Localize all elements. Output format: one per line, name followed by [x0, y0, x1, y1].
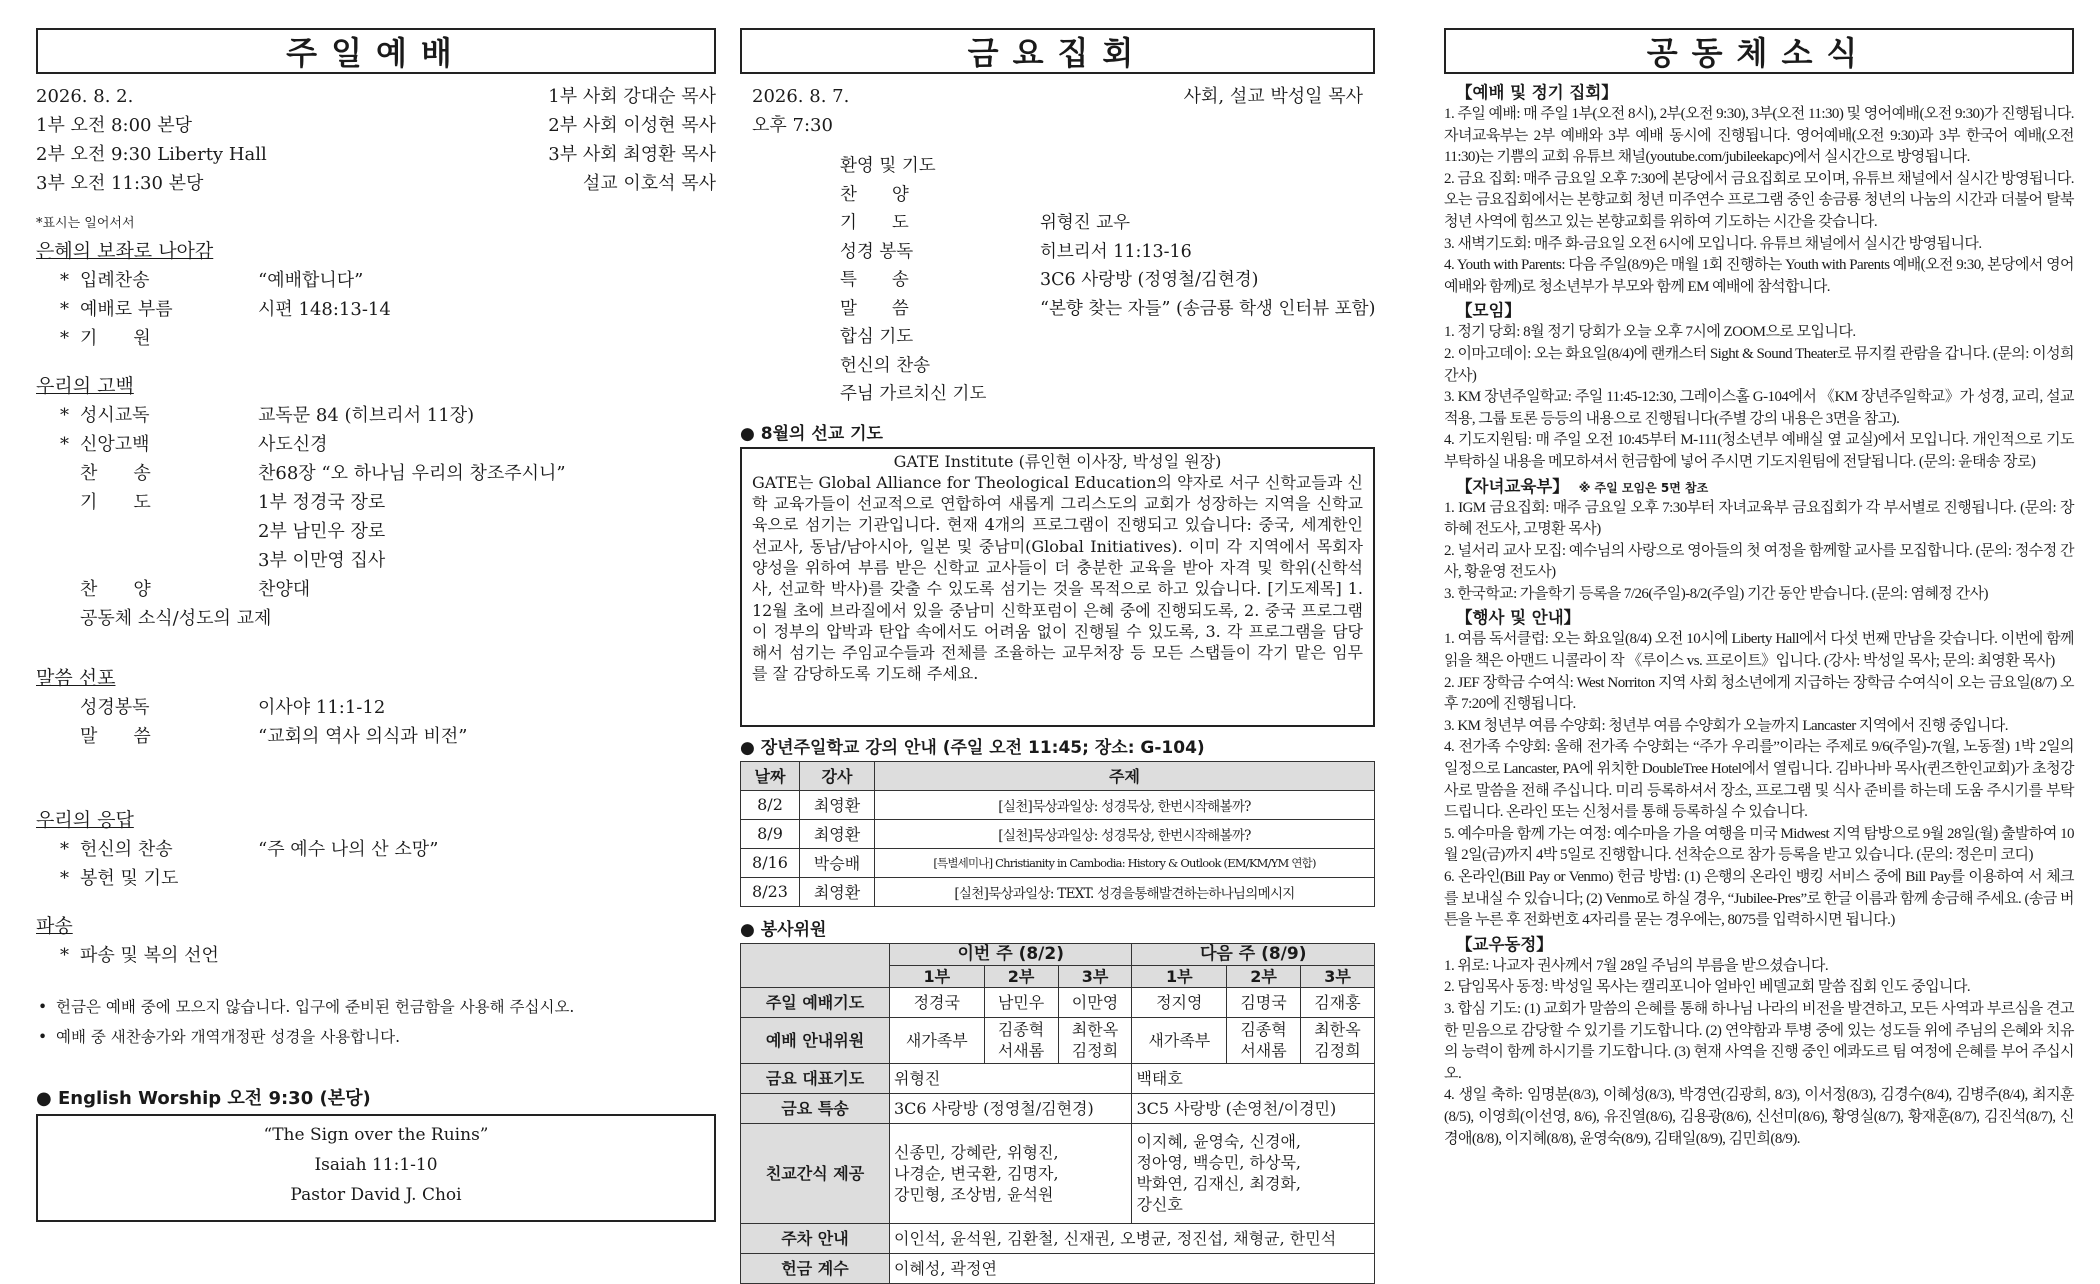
order-item — [36, 546, 716, 575]
order-item-value: 찬양대 — [258, 579, 311, 600]
order-item — [36, 693, 716, 722]
servant-cell: 3C6 사랑방 (정영철/김현경) — [890, 1093, 1132, 1123]
news-item: 2. 널서리 교사 모집: 예수님의 사랑으로 영아들의 첫 여정을 함께할 교사를 모집합니다. (문의: 정수정 간사, 황윤영 전도사) — [1444, 542, 2074, 581]
lecture-speaker: 최영환 — [800, 819, 875, 848]
news-heading-text: 【예배 및 정기 집회】 — [1456, 83, 1618, 102]
order-item — [36, 401, 716, 430]
servant-cell: 남민우 — [984, 987, 1058, 1017]
order-item-name: 말 씀 — [80, 726, 151, 747]
order-item-value: 위형진 교우 — [1040, 213, 1131, 233]
english-sermon-title: “The Sign over the Ruins” — [263, 1125, 489, 1145]
news-item: 3. 한국학교: 가을학기 등록을 7/26(주일)-8/2(주일) 기간 동안 받습니다. (문의: 염혜정 간사) — [1444, 585, 1988, 602]
section-title: 말씀 선포 — [36, 667, 116, 689]
lecture-topic: [실천]묵상과일상: 성경묵상, 한번시작해볼까? — [875, 790, 1375, 819]
order-item-name: 성시교독 — [80, 405, 150, 426]
order-item — [36, 295, 716, 324]
order-item-name: 주님 가르치신 기도 — [840, 384, 987, 404]
servant-cell: 김명국 — [1227, 987, 1301, 1017]
servant-cell: 이지혜, 윤영숙, 신경애, 정아영, 백승민, 하상묵, 박화연, 김재신, 최경화, 강신호 — [1132, 1123, 1375, 1223]
service-time: 1부 오전 8:00 본당 — [36, 115, 192, 136]
row-label: 주차 안내 — [741, 1223, 890, 1253]
section-title: 우리의 고백 — [36, 375, 134, 397]
order-item — [36, 266, 716, 295]
news-item: 3. 새벽기도회: 매주 화-금요일 오전 6시에 모입니다. 유튜브 채널에서 실시간 방영됩니다. — [1444, 235, 1982, 252]
servant-cell: 이만영 — [1058, 987, 1132, 1017]
order-item-name: 말 씀 — [840, 298, 909, 319]
lecture-topic: [특별세미나] Christianity in Cambodia: History & Outlook (EM/KM/YM 연합) — [875, 848, 1375, 877]
order-item-value: “교회의 역사 의식과 비전” — [258, 726, 468, 747]
row-label: 금요 대표기도 — [741, 1063, 890, 1093]
order-item-name: 파송 및 복의 선언 — [80, 945, 219, 966]
news-column — [1444, 28, 2074, 1150]
order-item-value: 2부 남민우 장로 — [258, 521, 386, 542]
standing-note: *표시는 일어서서 — [36, 216, 135, 231]
english-worship-box — [36, 1114, 716, 1222]
column-header: 날짜 — [741, 761, 800, 790]
lecture-topic: [실천]묵상과일상: TEXT. 성경을통해발견하는하나님의메시지 — [875, 877, 1375, 906]
order-item-name: 신앙고백 — [80, 434, 150, 455]
news-item: 4. 기도지원팀: 매 주일 오전 10:45부터 M-111(청소년부 예배실 옆 교실)에서 모입니다. 개인적으로 기도 부탁하실 내용을 메모하셔서 헌금함에 넣어 주시면 기도지원팀에 전달됩니다. (문의: 윤태송 장로) — [1444, 432, 2074, 470]
news-item: 3. KM 청년부 여름 수양회: 청년부 여름 수양회가 오늘까지 Lancaster 지역에서 진행 중입니다. — [1444, 717, 2008, 734]
standing-mark: * — [60, 434, 69, 455]
order-item-name: 찬 양 — [840, 184, 909, 205]
sunday-title: 주일예배 — [36, 28, 716, 74]
section-title: 파송 — [36, 915, 73, 937]
table-row — [741, 987, 1375, 1017]
lecture-date: 8/2 — [741, 790, 800, 819]
order-item-name: 입례찬송 — [80, 270, 150, 291]
servant-cell: 최한옥 김정희 — [1058, 1017, 1132, 1063]
friday-date: 2026. 8. 7. — [752, 86, 850, 107]
order-item — [36, 604, 716, 633]
section-title: 우리의 응답 — [36, 809, 134, 831]
order-item — [36, 722, 716, 751]
servant-cell: 김재홍 — [1300, 987, 1374, 1017]
part-header: 3부 — [1300, 965, 1374, 987]
news-section-heading — [1444, 81, 2074, 104]
table-row — [741, 1223, 1375, 1253]
servant-cell: 이인석, 윤석원, 김환철, 신재권, 오병균, 정진섭, 채형균, 한민석 — [890, 1223, 1375, 1253]
lecture-table — [740, 761, 1375, 907]
lecture-topic: [실천]묵상과일상: 성경묵상, 한번시작해볼까? — [875, 819, 1375, 848]
order-item-value: “예배합니다” — [258, 270, 364, 291]
lecture-speaker: 최영환 — [800, 790, 875, 819]
mission-subtitle: GATE Institute (류인현 이사장, 박성일 원장) — [893, 451, 1222, 471]
order-item-value: 히브리서 11:13-16 — [1040, 241, 1192, 262]
order-item — [740, 181, 1375, 210]
servant-cell: 김종혁 서새롬 — [984, 1017, 1058, 1063]
servant-cell: 새가족부 — [890, 1017, 985, 1063]
service-time: 2부 오전 9:30 Liberty Hall — [36, 144, 267, 165]
sunday-date: 2026. 8. 2. — [36, 86, 134, 107]
english-worship-header: ● English Worship 오전 9:30 (본당) — [36, 1088, 371, 1109]
lecture-speaker: 최영환 — [800, 877, 875, 906]
news-section-heading — [1444, 475, 2074, 498]
friday-leader: 사회, 설교 박성일 목사 — [1183, 86, 1363, 107]
lecture-date: 8/16 — [741, 848, 800, 877]
news-item: 1. 여름 독서클럽: 오는 화요일(8/4) 오전 10시에 Liberty Hall에서 다섯 번째 만남을 갖습니다. 이번에 함께 읽을 책은 아맨드 니콜라이 작 《루이스 vs. 프로이트》입니다. (강사: 박성일 목사; 문의: 최영환 목사) — [1444, 631, 2074, 670]
section-title: 은혜의 보좌로 나아감 — [36, 240, 214, 262]
order-of-worship — [36, 236, 716, 970]
english-scripture: Isaiah 11:1-10 — [314, 1155, 438, 1175]
column-header: 주제 — [875, 761, 1375, 790]
order-item-name: 특 송 — [840, 270, 909, 290]
note-item: • 예배 중 새찬송가와 개역개정판 성경을 사용합니다. — [36, 1022, 716, 1052]
order-item-name: 기 도 — [80, 492, 151, 513]
news-item: 2. 담임목사 동정: 박성일 목사는 캘리포니아 얼바인 베델교회 말씀 집회 인도 중입니다. — [1444, 979, 1971, 996]
news-item: 1. 위로: 나교자 권사께서 7월 28일 주님의 부름을 받으셨습니다. — [1444, 957, 1829, 974]
servant-cell: 정지영 — [1132, 987, 1227, 1017]
part-header: 2부 — [1227, 965, 1301, 987]
order-item-name: 합심 기도 — [840, 327, 914, 347]
order-item — [36, 575, 716, 604]
order-item — [740, 380, 1375, 409]
news-item: 5. 예수마을 함께 가는 여정: 예수마을 가을 여행을 미국 Midwest 지역 탐방으로 9월 28일(월) 출발하여 10월 2일(금)까지 4박 5일로 진행합니다. 선착순으로 참가 등록을 받고 있습니다. (문의: 정은미 코디) — [1444, 825, 2074, 864]
order-item-value: “주 예수 나의 산 소망” — [258, 839, 439, 860]
order-item — [740, 209, 1375, 238]
order-item-name: 기 원 — [80, 328, 151, 349]
standing-mark: * — [60, 270, 69, 291]
part-header: 3부 — [1058, 965, 1132, 987]
order-item-value: 3C6 사랑방 (정영철/김현경) — [1040, 270, 1259, 290]
sunday-leader: 설교 이호석 목사 — [582, 173, 716, 194]
order-item-name: 성경 봉독 — [840, 241, 914, 262]
order-item-value: 사도신경 — [258, 434, 328, 455]
news-heading-text: 【자녀교육부】 — [1456, 476, 1569, 496]
order-item — [740, 266, 1375, 295]
news-item: 4. 전가족 수양회: 올해 전가족 수양회는 “주가 우리를”이라는 주제로 9/6(주일)-7(월, 노동절) 1박 2일의 일정으로 Lancaster, PA에 위치한 DoubleTree Hotel에서 열립니다. 김바나바 목사(퀸즈한인교회)가 초청강사로 말씀을 전해 주십니다. 미리 등록하셔서 장소, 프로그램 및 식사 준비를 하는데 도움 주시기를 부탁드립니다. 온라인 또는 신청서를 통해 등록하실 수 있습니다. — [1444, 739, 2074, 821]
row-label: 헌금 계수 — [741, 1253, 890, 1283]
order-item — [740, 352, 1375, 381]
news-heading-text: 【모임】 — [1456, 301, 1521, 321]
servant-cell: 3C5 사랑방 (손영천/이경민) — [1132, 1093, 1375, 1123]
order-item — [36, 941, 716, 970]
news-section-heading — [1444, 299, 2074, 322]
order-item-value: 교독문 84 (히브리서 11장) — [258, 405, 475, 426]
servant-cell: 김종혁 서새롬 — [1227, 1017, 1301, 1063]
order-item-name: 헌신의 찬송 — [80, 839, 173, 860]
standing-mark: * — [60, 839, 69, 860]
sunday-column — [36, 28, 716, 1222]
order-item — [36, 517, 716, 546]
news-item: 6. 온라인(Bill Pay or Venmo) 헌금 방법: (1) 은행의 온라인 뱅킹 서비스 중에 Bill Pay를 이용하여 서 체크를 보내실 수 있습니다; (2) Venmo로 하실 경우, “Jubilee-Pres”로 한글 이름과 함께 송금해 주세요. (송금 버튼을 누른 후 전화번호 4자리를 묻는 경우에는, 8075를 입력하시면 됩니다.) — [1444, 869, 2074, 929]
news-item: 1. 주일 예배: 매 주일 1부(오전 8시), 2부(오전 9:30), 3부(오전 11:30) 및 영어예배(오전 9:30)가 진행됩니다. 자녀교육부는 2부 예배와 3부 예배 동시에 진행됩니다. 영어예배(오전 9:30)과 3부 한국어 예배(오전 11:30)는 기쁨의 교회 유튜브 채널(youtube.com/jubileekapc)에서 실시간으로 방영됩니다. — [1444, 106, 2074, 166]
servant-cell: 정경국 — [890, 987, 985, 1017]
row-label: 친교간식 제공 — [741, 1123, 890, 1223]
servant-cell: 위형진 — [890, 1063, 1132, 1093]
news-heading-text: 【교우동정】 — [1456, 934, 1553, 954]
news-item: 1. IGM 금요집회: 매주 금요일 오후 7:30부터 자녀교육부 금요집회가 각 부서별로 진행됩니다. (문의: 장하혜 전도사, 고명환 목사) — [1444, 499, 2074, 538]
sunday-leader: 2부 사회 이성현 목사 — [548, 115, 716, 136]
news-section-heading — [1444, 933, 2074, 956]
table-header-row — [741, 761, 1375, 790]
news-item: 4. Youth with Parents: 다음 주일(8/9)은 매월 1회 진행하는 Youth with Parents 예배(오전 9:30, 본당에서 영어예배와 함께)로 청소년부가 부모와 함께 EM 예배에 참석합니다. — [1444, 257, 2074, 295]
part-header: 1부 — [890, 965, 985, 987]
servant-table — [740, 943, 1375, 1284]
service-time: 3부 오전 11:30 본당 — [36, 173, 204, 194]
table-row — [741, 1017, 1375, 1063]
standing-mark: * — [60, 405, 69, 426]
servant-cell: 신종민, 강혜란, 위형진, 나경순, 변국환, 김명자, 강민형, 조상범, 윤석원 — [890, 1123, 1132, 1223]
lecture-header: ● 장년주일학교 강의 안내 (주일 오전 11:45; 장소: G-104) — [740, 737, 1205, 758]
servant-cell: 최한옥 김정희 — [1300, 1017, 1374, 1063]
table-row — [741, 877, 1375, 906]
table-row — [741, 1253, 1375, 1283]
friday-time: 오후 7:30 — [752, 115, 833, 136]
news-heading-note: ※ 주일 모임은 5면 참조 — [1578, 480, 1709, 495]
order-item-name: 환영 및 기도 — [840, 156, 936, 176]
week-header: 이번 주 (8/2) — [890, 943, 1132, 965]
order-item — [740, 295, 1375, 324]
order-item-name: 봉헌 및 기도 — [80, 868, 179, 889]
table-row — [741, 1123, 1375, 1223]
news-item: 1. 정기 당회: 8월 정기 당회가 오늘 오후 7시에 ZOOM으로 모입니다. — [1444, 324, 1856, 341]
order-item-value: 3부 이만영 집사 — [258, 550, 386, 571]
news-section-heading — [1444, 606, 2074, 629]
news-item: 4. 생일 축하: 임명분(8/3), 이혜성(8/3), 박경연(김광희, 8/3), 이서정(8/3), 김경수(8/4), 김병주(8/4), 최지훈(8/5), 이영희(이선영, 8/6), 유진열(8/6), 김용광(8/6), 신선미(8/6), 황영실(8/7), 황재훈(8/7), 김진석(8/7), 신경애(8/8), 이지혜(8/8), 윤영숙(8/9), 김태일(8/9), 김민희(8/9). — [1444, 1087, 2074, 1147]
order-item-name: 공동체 소식/성도의 교제 — [80, 608, 272, 629]
order-item-name: 성경봉독 — [80, 697, 150, 718]
friday-order — [740, 152, 1375, 409]
news-item: 3. 합심 기도: (1) 교회가 말씀의 은혜를 통해 하나님 나라의 비전을 발견하고, 모든 사역과 부르심을 견고한 믿음으로 감당할 수 있기를 기도합니다. (2) 연약함과 투병 중에 있는 성도들 위에 주님의 은혜와 치유의 능력이 함께 하시기를 기도합니다. (3) 현재 사역을 진행 중인 에콰도르 팀 여정에 은혜를 부어 주십시오. — [1444, 1000, 2074, 1082]
order-item — [36, 864, 716, 893]
friday-title: 금요집회 — [740, 28, 1375, 74]
news-item: 2. 이마고데이: 오는 화요일(8/4)에 랜캐스터 Sight & Sound Theater로 뮤지컬 관람을 갑니다. (문의: 이성희 간사) — [1444, 345, 2074, 384]
servant-cell: 이혜성, 곽정연 — [890, 1253, 1375, 1283]
order-item — [740, 152, 1375, 181]
servant-cell: 새가족부 — [1132, 1017, 1227, 1063]
sunday-leader: 1부 사회 강대순 목사 — [548, 86, 716, 107]
lecture-date: 8/9 — [741, 819, 800, 848]
sunday-header-row — [36, 82, 716, 111]
standing-mark: * — [60, 945, 69, 966]
lecture-date: 8/23 — [741, 877, 800, 906]
mission-prayer-header: ● 8월의 선교 기도 — [740, 423, 883, 444]
order-item — [36, 430, 716, 459]
order-item-name: 예배로 부름 — [80, 299, 173, 320]
mission-text: GATE는 Global Alliance for Theological Education의 약자로 서구 신학교들과 신학 교육가들이 선교적으로 연합하여 새롭게 그리스도의 교회가 성장하는 지역을 신학교육으로 섬기는 기관입니다. 현재 4개의 프로그램이 진행되고 있습니다: 중국, 세계한인선교사, 동남/남아시아, 일본 및 중남미(Global Initiatives). 이미 각 지역에서 목회자 양성을 위하여 부름 받은 신학교 교사들이 더 충분한 교육을 받아 자격 및 학위(신학석사, 선교학 박사)를 갖출 수 있도록 섬기는 것을 목적으로 하고 있습니다. [기도제목] 1. 12월 초에 브라질에서 있을 중남미 신학포럼이 은혜 중에 진행되도록, 2. 중국 프로그램이 정부의 압박과 탄압 속에서도 어려움 없이 진행될 수 있도록, 3. 각 프로그램을 담당해서 섬기는 주임교수들과 전체를 조율하는 교무처장 등 모든 스탭들이 각기 맡은 임무를 잘 감당하도록 기도해 주세요. — [752, 472, 1363, 684]
mission-prayer-box — [740, 447, 1375, 727]
table-row — [741, 848, 1375, 877]
order-item-name: 찬 송 — [80, 463, 151, 484]
column-header: 강사 — [800, 761, 875, 790]
row-label: 예배 안내위원 — [741, 1017, 890, 1063]
part-header: 2부 — [984, 965, 1058, 987]
order-item-name: 헌신의 찬송 — [840, 355, 931, 376]
news-item: 2. JEF 장학금 수여식: West Norriton 지역 사회 청소년에게 지급하는 장학금 수여식이 오는 금요일(8/7) 오후 7:20에 진행됩니다. — [1444, 674, 2074, 713]
standing-mark: * — [60, 868, 69, 889]
order-item-name: 찬 양 — [80, 579, 151, 600]
order-item-value: 찬68장 “오 하나님 우리의 창조주시니” — [258, 463, 566, 484]
table-row — [741, 790, 1375, 819]
note-item: • 헌금은 예배 중에 모으지 않습니다. 입구에 준비된 헌금함을 사용해 주십시오. — [36, 992, 716, 1022]
servant-header: ● 봉사위원 — [740, 919, 827, 940]
order-item — [740, 238, 1375, 267]
table-row — [741, 1093, 1375, 1123]
order-item — [36, 324, 716, 353]
news-heading-text: 【행사 및 안내】 — [1456, 608, 1581, 628]
week-header: 다음 주 (8/9) — [1132, 943, 1375, 965]
part-header: 1부 — [1132, 965, 1227, 987]
row-label: 금요 특송 — [741, 1093, 890, 1123]
order-item-name: 기 도 — [840, 213, 909, 233]
order-item-value: 1부 정경국 장로 — [258, 492, 386, 513]
servant-cell: 백태호 — [1132, 1063, 1375, 1093]
standing-mark: * — [60, 328, 69, 349]
english-preacher: Pastor David J. Choi — [290, 1185, 462, 1205]
news-title: 공동체소식 — [1444, 28, 2074, 74]
order-item-value: 시편 148:13-14 — [258, 299, 391, 320]
table-row — [741, 819, 1375, 848]
friday-column — [740, 28, 1375, 1284]
order-item — [36, 488, 716, 517]
standing-mark: * — [60, 299, 69, 320]
row-label: 주일 예배기도 — [741, 987, 890, 1017]
news-body — [1444, 81, 2074, 1150]
order-item-value: “본향 찾는 자들” (송금룡 학생 인터뷰 포함) — [1040, 298, 1376, 319]
order-item — [36, 835, 716, 864]
sunday-leader: 3부 사회 최영환 목사 — [548, 144, 716, 165]
table-row — [741, 1063, 1375, 1093]
news-item: 2. 금요 집회: 매주 금요일 오후 7:30에 본당에서 금요집회로 모이며, 유튜브 채널에서 실시간 방영됩니다. 오는 금요집회에서는 본향교회 청년 미주연수 프로그램 중인 송금룡 청년의 나눔의 시간과 더불어 탈북 청년 사역에 힘쓰고 있는 본향교회를 위하여 기도하는 시간을 갖습니다. — [1444, 170, 2074, 230]
news-item: 3. KM 장년주일학교: 주일 11:45-12:30, 그레이스홀 G-104에서 《KM 장년주일학교》가 성경, 교리, 설교 적용, 그룹 토론 등등의 내용으로 진행됩니다(주별 강의 내용은 3면을 참고). — [1444, 389, 2074, 427]
order-item — [36, 459, 716, 488]
lecture-speaker: 박승배 — [800, 848, 875, 877]
order-item-value: 이사야 11:1-12 — [258, 697, 386, 718]
order-item — [740, 323, 1375, 352]
